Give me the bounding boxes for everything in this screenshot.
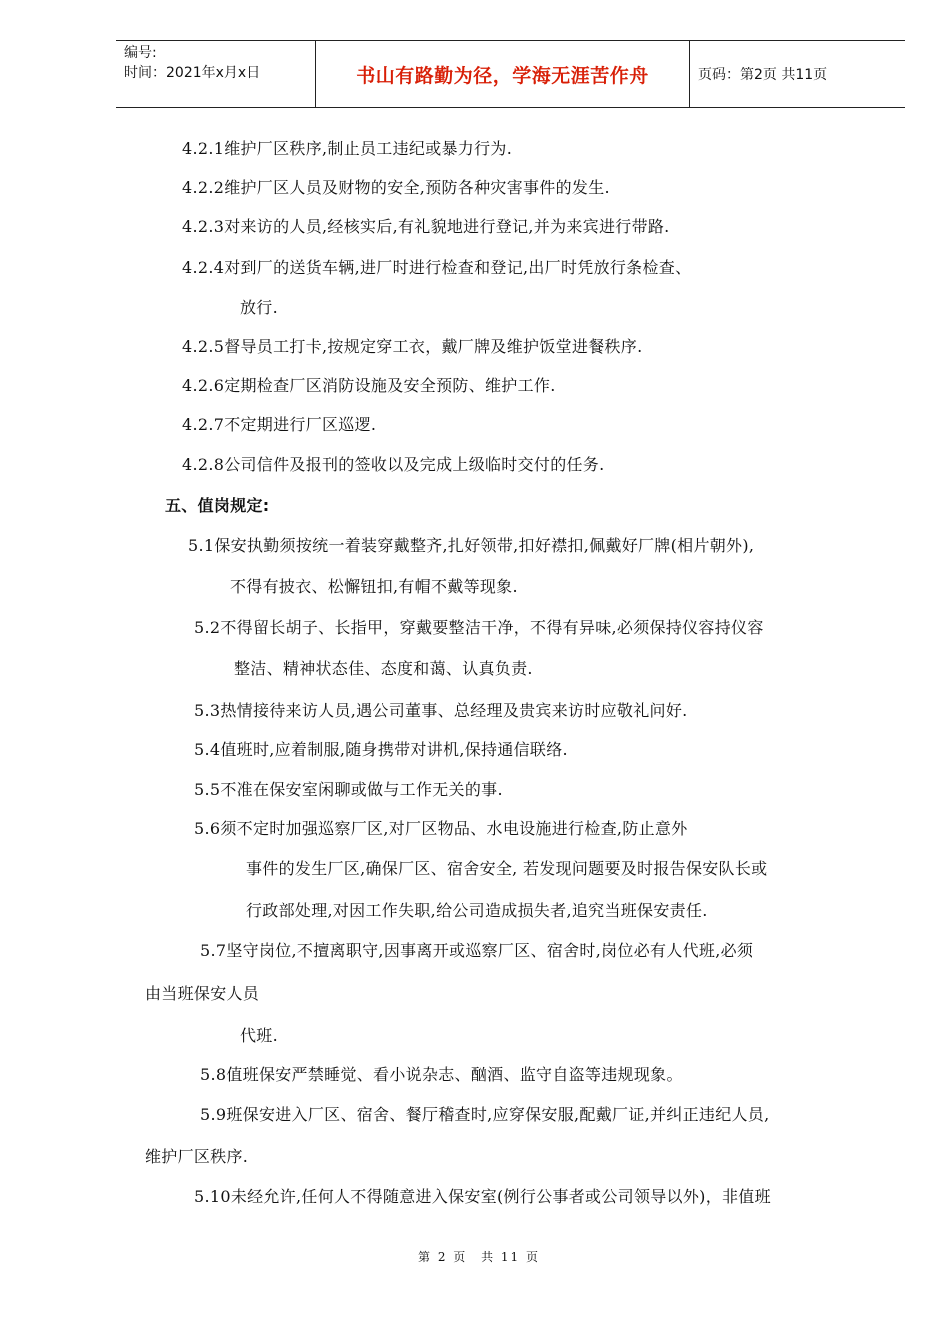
clause-5-2: 5.2不得留长胡子、长指甲，穿戴要整洁干净，不得有异味,必须保持仪容持仪容 bbox=[194, 618, 764, 637]
clause-5-6: 5.6须不定时加强巡察厂区,对厂区物品、水电设施进行检查,防止意外 bbox=[194, 819, 688, 838]
clause-4-2-5: 4.2.5督导员工打卡,按规定穿工衣，戴厂牌及维护饭堂进餐秩序. bbox=[182, 337, 643, 356]
clause-5-9: 5.9班保安进入厂区、宿舍、餐厅稽查时,应穿保安服,配戴厂证,并纠正违纪人员, bbox=[200, 1105, 770, 1124]
clause-4-2-4-cont: 放行. bbox=[240, 298, 278, 317]
clause-4-2-8: 4.2.8公司信件及报刊的签收以及完成上级临时交付的任务. bbox=[182, 455, 605, 474]
clause-5-1-cont: 不得有披衣、松懈钮扣,有帽不戴等现象. bbox=[230, 577, 518, 596]
section-5-heading: 五、值岗规定: bbox=[165, 496, 270, 515]
clause-4-2-6: 4.2.6定期检查厂区消防设施及安全预防、维护工作. bbox=[182, 376, 556, 395]
clause-4-2-2: 4.2.2维护厂区人员及财物的安全,预防各种灾害事件的发生. bbox=[182, 178, 610, 197]
doc-time-label: 时间：2021年x月x日 bbox=[124, 65, 261, 81]
clause-5-6-cont-1: 事件的发生厂区,确保厂区、宿舍安全, 若发现问题要及时报告保安队长或 bbox=[246, 859, 768, 878]
clause-4-2-1: 4.2.1维护厂区秩序,制止员工违纪或暴力行为. bbox=[182, 139, 513, 158]
clause-5-9-cont: 维护厂区秩序. bbox=[145, 1147, 249, 1166]
page-footer bbox=[0, 1248, 950, 1265]
header-page-info: 页码：第2页 共11页 bbox=[698, 67, 828, 83]
clause-5-7-cont-2: 代班. bbox=[240, 1026, 278, 1045]
clause-4-2-3: 4.2.3对来访的人员,经核实后,有礼貌地进行登记,并为来宾进行带路. bbox=[182, 217, 670, 236]
clause-4-2-4: 4.2.4对到厂的送货车辆,进厂时进行检查和登记,出厂时凭放行条检查、 bbox=[182, 258, 692, 277]
page-header bbox=[116, 40, 905, 108]
clause-5-7: 5.7坚守岗位,不擅离职守,因事离开或巡察厂区、宿舍时,岗位必有人代班,必须 bbox=[200, 941, 754, 960]
clause-5-1: 5.1保安执勤须按统一着装穿戴整齐,扎好领带,扣好襟扣,佩戴好厂牌(相片朝外), bbox=[188, 536, 755, 555]
clause-5-2-cont: 整洁、精神状态佳、态度和蔼、认真负责. bbox=[234, 659, 533, 678]
header-motto: 书山有路勤为径，学海无涯苦作舟 bbox=[316, 41, 690, 107]
clause-5-8: 5.8值班保安严禁睡觉、看小说杂志、酗酒、监守自盗等违规现象。 bbox=[200, 1065, 683, 1084]
doc-number-label: 编号: bbox=[124, 45, 157, 61]
clause-5-6-cont-2: 行政部处理,对因工作失职,给公司造成损失者,追究当班保安责任. bbox=[246, 901, 708, 920]
header-meta bbox=[116, 41, 316, 107]
clause-5-5: 5.5不准在保安室闲聊或做与工作无关的事. bbox=[194, 780, 503, 799]
clause-5-7-cont-1: 由当班保安人员 bbox=[145, 984, 260, 1003]
clause-5-3: 5.3热情接待来访人员,遇公司董事、总经理及贵宾来访时应敬礼问好. bbox=[194, 701, 688, 720]
clause-4-2-7: 4.2.7不定期进行厂区巡逻. bbox=[182, 415, 377, 434]
footer-page-total: 共 11 页 bbox=[481, 1250, 540, 1264]
clause-5-10: 5.10未经允许,任何人不得随意进入保安室(例行公事者或公司领导以外)，非值班 bbox=[194, 1187, 771, 1206]
footer-page-current: 第 2 页 bbox=[418, 1250, 468, 1264]
clause-5-4: 5.4值班时,应着制服,随身携带对讲机,保持通信联络. bbox=[194, 740, 568, 759]
